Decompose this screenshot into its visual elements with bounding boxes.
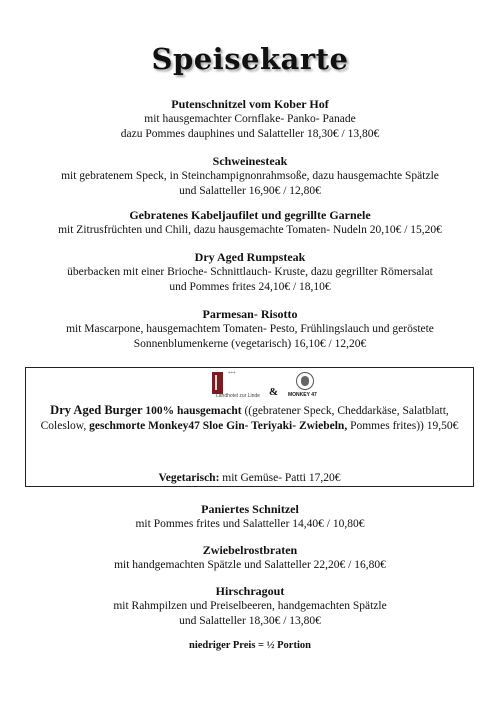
monkey-emblem-icon (296, 372, 314, 390)
menu-item-desc: Sonnenblumenkerne (vegetarisch) 16,10€ / 12,20€ (133, 338, 367, 350)
menu-item-desc: dazu Pommes dauphines und Salatteller 18,30€ / 13,80€ (120, 128, 380, 140)
menu-item-name: Zwiebelrostbraten (202, 543, 298, 557)
partner-logos (26, 372, 473, 402)
menu-item-desc: und Salatteller 16,90€ / 12,80€ (179, 185, 321, 197)
vegetarian-text: mit Gemüse- Patti 17,20€ (219, 472, 341, 484)
menu-item-desc: mit gebratenem Speck, in Steinchampignonrahmsoße, dazu hausgemachte Spätzle (61, 170, 439, 182)
ampersand: & (269, 386, 279, 398)
special-offer-content (26, 403, 473, 434)
menu-item-name: Putenschnitzel vom Kober Hof (171, 97, 329, 111)
hotel-logo-text: Landhotel zur Linde (216, 393, 260, 399)
hotel-stars: *** (228, 372, 236, 377)
page-title: Speisekarte (151, 42, 349, 76)
menu-item-desc: und Pommes frites 24,10€ / 18,10€ (169, 281, 331, 293)
portion-note: niedriger Preis = ½ Portion (189, 640, 311, 651)
special-desc-bold: geschmorte Monkey47 Sloe Gin- Teriyaki- Zwiebeln, (89, 420, 348, 432)
menu-item-desc: überbacken mit einer Brioche- Schnittlauch- Kruste, dazu gegrillter Römersalat (67, 266, 433, 278)
vegetarian-label: Vegetarisch: (158, 472, 220, 484)
menu-item-name: Parmesan- Risotto (202, 307, 298, 321)
menu-item-desc: und Salatteller 18,30€ / 13,80€ (179, 615, 321, 627)
menu-item-desc: mit Rahmpilzen und Preiselbeeren, handgemachten Spätzle (113, 600, 387, 612)
special-title: Dry Aged Burger (50, 403, 143, 417)
hotel-logo-mark (212, 372, 223, 394)
special-desc-line1: ((gebratener Speck, Cheddarkäse, Salatblatt, Coleslow, (40, 405, 449, 432)
special-offer-box (25, 367, 474, 487)
menu-item-name: Dry Aged Rumpsteak (194, 250, 306, 264)
vegetarian-option (26, 472, 473, 484)
menu-item (0, 307, 500, 352)
special-desc-rest: Pommes frites)) 19,50€ (347, 420, 459, 432)
menu-item-desc: mit Zitrusfrüchten und Chili, dazu hausgemachte Tomaten- Nudeln 20,10€ / 15,20€ (58, 224, 442, 236)
hotel-logo (212, 372, 262, 402)
menu-item-name: Hirschragout (215, 584, 285, 598)
menu-item (0, 250, 500, 295)
special-subtitle: 100% hausgemacht (145, 405, 242, 417)
menu-item (0, 543, 500, 573)
menu-item-name: Schweinesteak (212, 154, 288, 168)
menu-item-desc: mit Pommes frites und Salatteller 14,40€ / 10,80€ (135, 518, 365, 530)
menu-item-desc: mit Mascarpone, hausgemachtem Tomaten- Pesto, Frühlingslauch und geröstete (66, 323, 434, 335)
menu-item (0, 154, 500, 199)
menu-item-name: Gebratenes Kabeljaufilet und gegrillte Garnele (129, 208, 371, 222)
menu-item-desc: mit hausgemachter Cornflake- Panko- Panade (144, 113, 356, 125)
menu-item (0, 502, 500, 532)
menu-item-desc: mit handgemachten Spätzle und Salatteller 22,20€ / 16,80€ (114, 559, 386, 571)
menu-item (0, 208, 500, 238)
menu-item-name: Paniertes Schnitzel (201, 502, 299, 516)
menu-item (0, 584, 500, 629)
menu-item (0, 97, 500, 142)
monkey47-logo-text: MONKEY 47 (288, 392, 317, 398)
special-desc-line2 (89, 420, 458, 432)
monkey47-logo (288, 372, 324, 402)
